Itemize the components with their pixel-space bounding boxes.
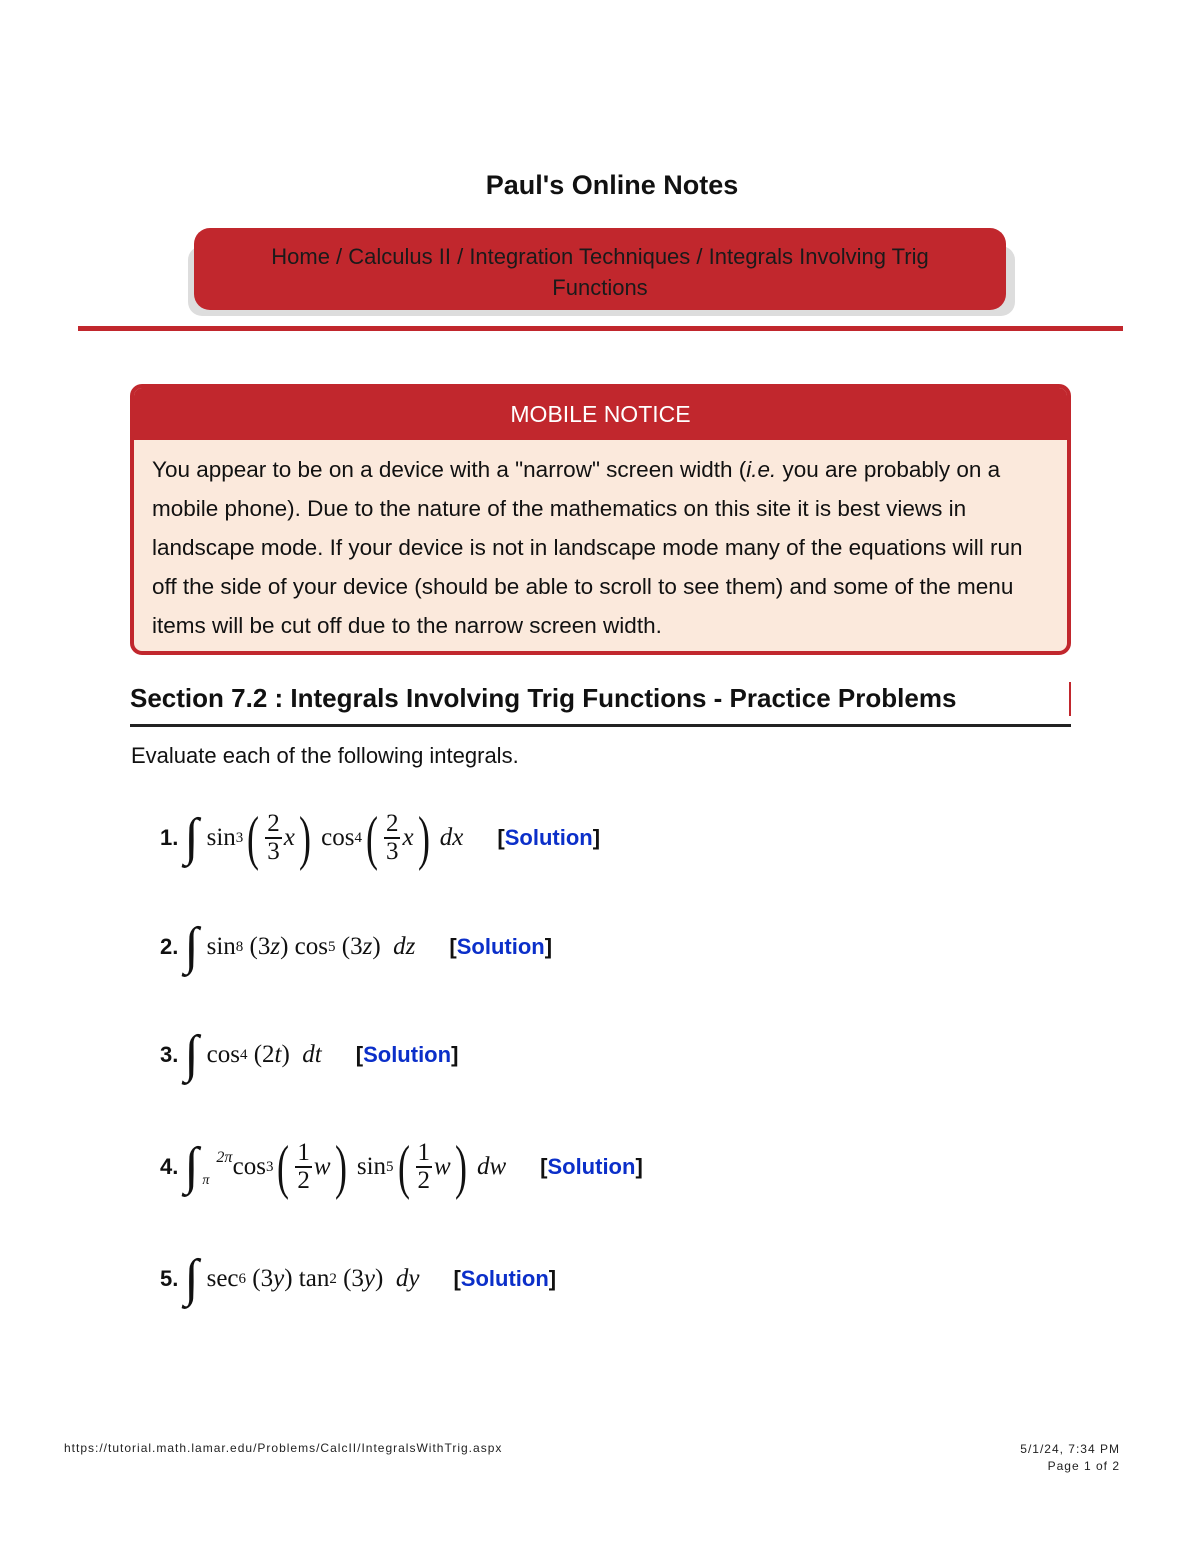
breadcrumb-line-1[interactable]: Home / Calculus II / Integration Techniques / Integrals Involving Trig xyxy=(271,244,929,269)
section-title xyxy=(130,683,1071,727)
problem-2 xyxy=(160,892,552,1002)
notice-body xyxy=(134,440,1067,645)
header-divider xyxy=(78,326,1123,331)
site-title: Paul's Online Notes xyxy=(485,170,739,200)
breadcrumb-line-2[interactable]: Functions xyxy=(552,275,648,300)
problem-number: 4. xyxy=(160,1154,179,1179)
footer-datetime: 5/1/24, 7:34 PM xyxy=(1020,1442,1120,1456)
notice-italic: i.e. xyxy=(746,457,777,482)
problem-4 xyxy=(160,1112,643,1222)
footer-meta xyxy=(1020,1441,1120,1475)
mobile-notice xyxy=(130,384,1071,655)
solution-link-1-text[interactable]: Solution xyxy=(504,825,593,850)
solution-link-4[interactable]: [Solution] xyxy=(540,1154,643,1179)
notice-text-1: You appear to be on a device with a "narrow" screen width ( xyxy=(152,457,747,482)
problem-5 xyxy=(160,1224,556,1334)
section-tick xyxy=(1069,682,1071,716)
solution-link-1[interactable]: [Solution] xyxy=(497,825,601,850)
problem-number: 1. xyxy=(160,825,179,850)
notice-text-2: you are probably on a mobile phone). Due to the nature of the mathematics on this site it is best views in landscape mode. If your device is not in landscape mode many of the equations will run off the side of your device (should be able to scroll to see them) and some of the menu items will be cut off due to the narrow screen width. xyxy=(152,457,1023,638)
footer-page: Page 1 of 2 xyxy=(1047,1459,1120,1473)
solution-link-3-text[interactable]: Solution xyxy=(363,1042,452,1067)
problem-2-integral: ∫ sin 8 (3 z ) cos 5 (3 z ) dz xyxy=(184,918,416,975)
problem-5-integral: ∫ sec 6 (3 y ) tan 2 (3 y ) dy xyxy=(184,1250,420,1307)
solution-link-2-text[interactable]: Solution xyxy=(456,934,545,959)
problem-4-integral: ∫ 2π π cos $^3$ ( $\frac{1}{2}$ w ) sin 5 ( $\frac{1}{2}$ w ) dw xyxy=(184,1134,507,1200)
footer-url: https://tutorial.math.lamar.edu/Problems/CalcII/IntegralsWithTrig.aspx xyxy=(64,1441,503,1455)
solution-link-5[interactable]: [Solution] xyxy=(453,1266,557,1291)
notice-heading: MOBILE NOTICE xyxy=(134,388,1067,440)
problem-1 xyxy=(160,783,600,893)
instructions: Evaluate each of the following integrals. xyxy=(131,743,519,768)
problem-number: 5. xyxy=(160,1266,179,1291)
section-title-text: Section 7.2 : Integrals Involving Trig Functions - Practice Problems xyxy=(130,683,957,713)
problem-number: 3. xyxy=(160,1042,179,1067)
problem-number: 2. xyxy=(160,934,179,959)
solution-link-3[interactable]: [Solution] xyxy=(355,1042,459,1067)
solution-link-5-text[interactable]: Solution xyxy=(460,1266,549,1291)
solution-link-2[interactable]: [Solution] xyxy=(449,934,553,959)
breadcrumb xyxy=(194,228,1006,310)
problem-3 xyxy=(160,1000,458,1110)
problem-1-integral: ∫ sin 3 ( $\frac{2}{3}$ x ) cos 4 ( $\frac{2}{3}$ x ) dx xyxy=(184,805,464,871)
problem-3-integral: ∫ cos 4 (2 t ) dt xyxy=(184,1026,322,1083)
solution-link-4-text[interactable]: Solution xyxy=(547,1154,636,1179)
